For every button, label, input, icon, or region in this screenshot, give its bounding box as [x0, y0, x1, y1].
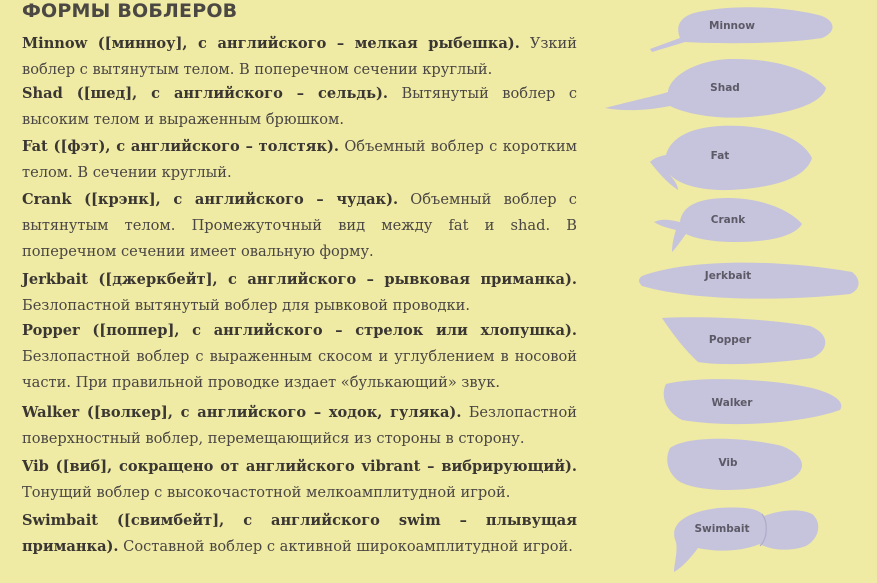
entry-description: Объемный воблер с вытянутым телом. Промежуточный вид между fat и shad. В поперечном сечении имеет овальную форму. [22, 191, 577, 261]
entry-term: Swimbait ([свимбейт], с английского swim – плывущая приманка). [22, 512, 577, 556]
lure-popper [662, 317, 825, 364]
entry-walker [22, 400, 577, 452]
lure-shapes-panel [590, 0, 877, 583]
entry-term: Jerkbait ([джеркбейт], с английского – рывковая приманка). [22, 271, 577, 288]
lure-crank [654, 198, 802, 252]
lure-label: Shad [710, 82, 740, 94]
entry-shad [22, 81, 577, 133]
lure-label: Jerkbait [704, 270, 752, 282]
entry-description: Безлопастной вытянутый воблер для рывковой проводки. [22, 297, 470, 315]
entry-description: Объемный воблер с коротким телом. В сечении круглый. [22, 138, 577, 182]
lure-shad [605, 59, 826, 118]
entry-description: Вытянутый воблер с высоким телом и выраженным брюшком. [22, 85, 577, 129]
entry-crank [22, 187, 577, 266]
lure-fat [650, 126, 812, 190]
entry-minnow [22, 31, 577, 83]
entry-term: Shad ([шед], с английского – сельдь). [22, 85, 388, 102]
entry-term: Popper ([поппер], с английского – стрелок или хлопушка). [22, 322, 577, 339]
lure-minnow [650, 7, 833, 52]
lure-label: Swimbait [694, 523, 750, 535]
entry-fat [22, 134, 577, 186]
lure-jerkbait [639, 263, 859, 299]
page-title: ФОРМЫ ВОБЛЕРОВ [22, 0, 238, 22]
lure-label: Popper [708, 334, 752, 346]
entry-term: Fat ([фэт), с английского – толстяк). [22, 138, 339, 155]
lure-label: Walker [711, 397, 753, 409]
entry-description: Безлопастной поверхностный воблер, перемещающийся из стороны в сторону. [22, 404, 577, 448]
entry-description: Безлопастной воблер с выраженным скосом и углублением в носовой части. При правильной проводке издает «булькающий» звук. [22, 348, 577, 392]
entry-popper [22, 318, 577, 397]
entry-term: Crank ([крэнк], с английского – чудак). [22, 191, 399, 208]
lure-vib [667, 439, 802, 490]
entry-description: Узкий воблер с вытянутым телом. В поперечном сечении круглый. [22, 35, 577, 79]
entry-description: Тонущий воблер с высокочастотной мелкоамплитудной игрой. [22, 484, 511, 502]
lure-label: Crank [710, 214, 746, 226]
lure-shapes-illustration [590, 0, 877, 583]
entry-term: Minnow ([минноу], с английского – мелкая рыбешка). [22, 35, 520, 52]
lure-label: Fat [710, 150, 730, 162]
entry-description: Составной воблер с активной широкоамплитудной игрой. [118, 538, 573, 556]
lure-label: Vib [718, 457, 738, 469]
lure-swimbait [674, 507, 818, 572]
entry-vib [22, 454, 577, 506]
lure-label: Minnow [709, 20, 755, 32]
entry-term: Vib ([виб], сокращено от английского vibrant – вибрирующий). [22, 458, 577, 475]
entry-jerkbait [22, 267, 577, 319]
entry-term: Walker ([волкер], с английского – ходок, гуляка). [22, 404, 462, 421]
lure-walker [664, 379, 842, 424]
entry-swimbait [22, 508, 577, 560]
